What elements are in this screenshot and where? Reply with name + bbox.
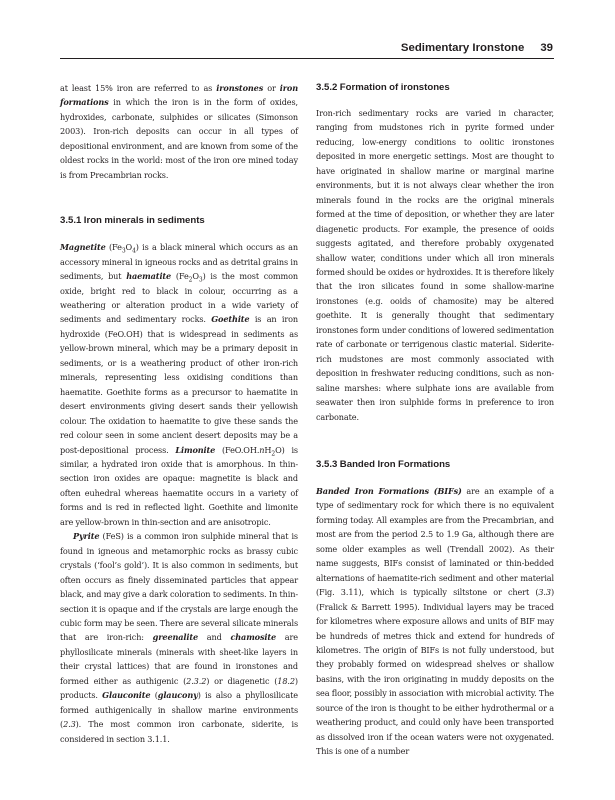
term-magnetite: Magnetite [60, 242, 106, 253]
term-glaucony: glaucony [157, 690, 198, 701]
iron-oxides-paragraph: Magnetite $(Fe_3O_4)$ is a black mineral which occurs as an accessory mineral in igneous rocks and as detrital grains in sediments, but haematite $(Fe_2O_3)$ is the most common oxide, bright red to black in colour, occurring as a weathering or alteration product in a wide variety of sediments and sedimentary rocks. Goethite is an iron hydroxide (FeO.OH) that is widespread in sediments as yellow-brown mineral, which may be a primary deposit in sediments, or is a weathering product of other iron-rich minerals, representing less oxidising conditions than haematite. Goethite forms as a precursor to haematite in desert environments giving desert sands their yellowish colour. The oxidation to haematite to give these sands the red colour seen in some ancient desert deposits may be a post-depositional process. Limonite $(FeO.OH.nH_2O)$ is similar, a hydrated iron oxide that is amorphous. In thin-section iron oxides are opaque: magnetite is black and often euhedral whereas haematite occurs in a variety of forms and is red in reflected light. Goethite and limonite are yellow-brown in thin-section and are anisotropic. [60, 242, 298, 527]
section-ref: 2.3.2 [186, 675, 207, 686]
running-header [401, 42, 553, 54]
term-pyrite: Pyrite [73, 531, 100, 542]
term-goethite: Goethite [211, 314, 250, 325]
section-heading-3-5-2: 3.5.2 Formation of ironstones [316, 82, 450, 93]
running-title: Sedimentary Ironstone [400, 42, 525, 54]
page-number: 39 [540, 42, 553, 54]
term-haematite: haematite [126, 271, 172, 282]
term-bifs: Banded Iron Formations (BIFs) [316, 485, 462, 496]
section-heading-3-5-3: 3.5.3 Banded Iron Formations [316, 458, 451, 470]
term-ironstones: ironstones [216, 83, 264, 93]
section-ref: 18.2 [277, 675, 295, 686]
formation-paragraph: Iron-rich sedimentary rocks are varied in character, ranging from mudstones rich in pyrite formed under reducing, low-energy conditions to oolitic ironstones deposited in more energetic settings. Most are thought to have originated in shallow marine or marginal marine environments, but it is not always clear whether the iron minerals found in the rocks are the original minerals formed at the time of deposition, or whether they are later diagenetic products. For example, the presence of ooids suggests agitated, and therefore probably oxygenated shallow water, conditions under which all iron minerals formed should be oxides or hydroxides. It is therefore likely that the iron silicates found in some shallow-marine ironstones (e.g. ooids of chamosite) may be altered goethite. It is generally thought that sedimentary ironstones form under conditions of lowered sedimentation rate of carbonate or terrigenous clastic material. Siderite-rich mudstones are most commonly associated with deposition in freshwater reducing conditions, such as non-saline marshes: where sulphate ions are available from seawater then iron sulphide forms in preference to iron carbonate. [316, 108, 554, 422]
header-rule [60, 58, 554, 59]
term-chamosite: chamosite [230, 632, 277, 643]
left-column [60, 81, 298, 746]
section-ref: 3.3 [538, 587, 551, 598]
sulphide-silicate-paragraph: Pyrite (FeS) is a common iron sulphide mineral that is found in igneous and metamorphic rocks as brassy cubic crystals (‘fool’s gold’). It is also common in sediments, but often occurs as finely disseminated particles that appear black, and may give a dark coloration to sediments. In thin-section it is opaque and if the crystals are large enough the cubic form may be seen. There are several silicate minerals that are iron-rich: greenalite and chamosite are phyllosilicate minerals (minerals with sheet-like layers in their crystal lattices) that are found in ironstones and formed either as authigenic (2.3.2) or diagenetic (18.2) products. Glauconite (glaucony) is also a phyllosilicate formed authigenically in shallow marine environments (2.3). The most common iron carbonate, siderite, is considered in section 3.1.1. [60, 531, 298, 744]
bif-paragraph: Banded Iron Formations (BIFs) are an example of a type of sedimentary rock for which there is no equivalent forming today. All examples are from the Precambrian, and most are from the period 2.5 to 1.9 Ga, although there are some older examples as well (Trendall 2002). As their name suggests, BIFs consist of laminated or thin-bedded alternations of haematite-rich sediment and other material (Fig. 3.11), which is typically siltstone or chert (3.3) (Fralick & Barrett 1995). Individual layers may be traced for kilometres where exposure allows and units of BIF may be hundreds of metres thick and extend for hundreds of kilometres. The origin of BIFs is not fully understood, but they probably formed on widespread shelves or shallow basins, with the iron originating in muddy deposits on the sea floor, possibly in association with microbial activity. The source of the iron is thought to be either hydrothermal or a weathering product, and could only have been transported as dissolved iron if the ocean waters were not oxygenated. This is one of a number [316, 485, 555, 757]
term-iron-formations: iron formations [60, 83, 298, 108]
section-heading-3-5-1: 3.5.1 Iron minerals in sediments [60, 215, 205, 227]
term-greenalite: greenalite [152, 632, 199, 643]
term-glauconite: Glauconite [102, 690, 151, 701]
section-ref: 2.3 [63, 719, 76, 730]
right-column [316, 81, 554, 759]
term-limonite: Limonite [175, 444, 216, 455]
intro-paragraph: at least 15% iron are referred to as ironstones or iron formations in which the iron is in the form of oxides, hydroxides, carbonate, sulphides or silicates (Simonson 2003). Iron-rich deposits can occur in all types of depositional environment, and are known from some of the oldest rocks in the world: most of the iron ore mined today is from Precambrian rocks. [60, 83, 298, 180]
